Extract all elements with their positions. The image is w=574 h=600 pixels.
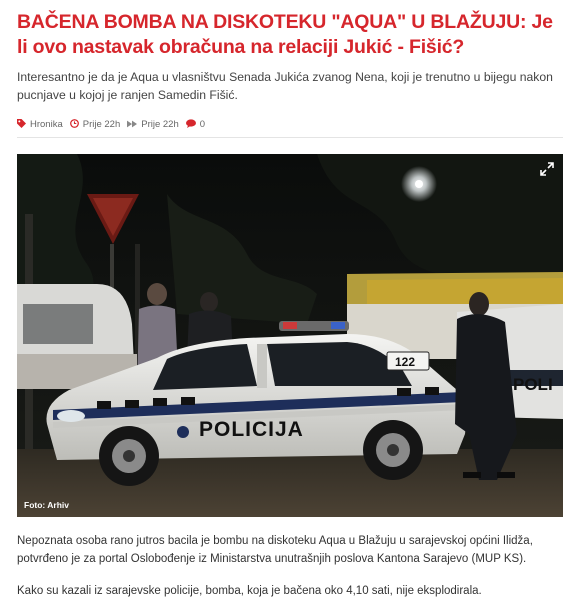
- tag-icon: [17, 119, 26, 130]
- comment-icon: [186, 119, 196, 130]
- article-title: BAČENA BOMBA NA DISKOTEKU "AQUA" U BLAŽUJU: Je li ovo nastavak obračuna na relaciji Jukić - Fišić?: [17, 11, 553, 58]
- article-photo[interactable]: [17, 154, 563, 517]
- article-body: [17, 532, 563, 600]
- paragraph: Nepoznata osoba rano jutros bacila je bombu na diskoteku Aqua u Blažuju u sarajevskoj općini Ilidža, potvrđeno je za portal Oslobođenje iz Ministarstva unutrašnjih poslova Kantona Sarajevo (MUP KS).: [17, 535, 533, 565]
- category-link[interactable]: [17, 119, 63, 130]
- published-time: [70, 119, 121, 130]
- updated-label: Prije 22h: [141, 119, 179, 130]
- comments-link[interactable]: [186, 119, 205, 130]
- forward-icon: [127, 120, 137, 130]
- updated-time: [127, 119, 179, 130]
- car-number-text: 122: [395, 355, 416, 369]
- night-police-scene: [17, 154, 563, 517]
- car-door-text: POLICIJA: [199, 418, 304, 441]
- photo-caption: Foto: Arhiv: [24, 500, 70, 510]
- category-label: Hronika: [30, 119, 63, 130]
- partial-car-text: POLI: [513, 375, 553, 394]
- published-label: Prije 22h: [82, 119, 121, 130]
- paragraph: Kako su kazali iz sarajevske policije, bomba, koja je bačena oko 4,10 sati, nije eksplodirala.: [17, 585, 482, 597]
- expand-icon[interactable]: [540, 162, 554, 176]
- clock-icon: [70, 119, 79, 130]
- comments-count: 0: [199, 119, 206, 130]
- article-meta: [17, 112, 563, 138]
- article-lead: Interesantno je da je Aqua u vlasništvu Senada Jukića zvanog Nena, koji je trenutno u bijegu nakon pucnjave u kojoj je ranjen Samedin Fišić.: [17, 70, 553, 102]
